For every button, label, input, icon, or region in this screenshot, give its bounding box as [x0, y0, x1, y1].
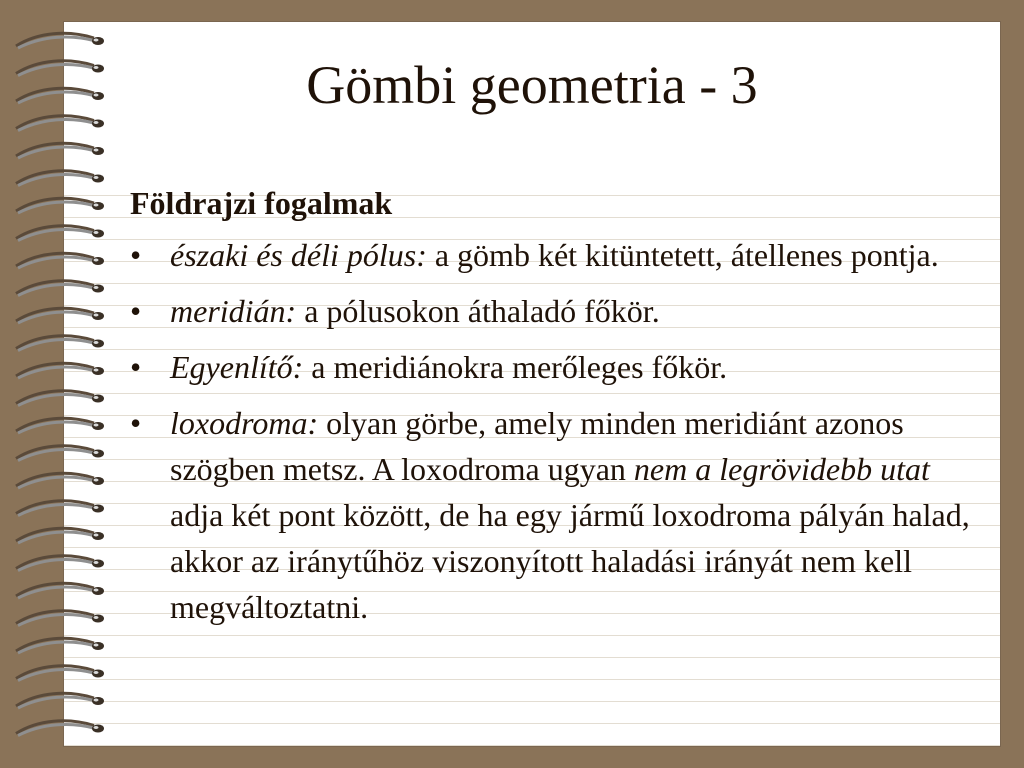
spiral-coil — [16, 583, 104, 598]
spiral-binding-icon — [8, 28, 108, 748]
item-text: a gömb két kitüntetett, átellenes pontja. — [426, 237, 939, 273]
spiral-coil — [16, 143, 104, 158]
item-text: adja két pont között, de ha egy jármű loxodroma pályán halad, akkor az iránytűhöz viszonyított haladási irányát nem kell megváltoztatni. — [170, 497, 970, 625]
spiral-coil — [16, 336, 104, 351]
spiral-coil — [16, 611, 104, 626]
spiral-coil — [16, 391, 104, 406]
spiral-coil — [16, 226, 104, 241]
spiral-coil — [16, 473, 104, 488]
spiral-coil — [16, 666, 104, 681]
spiral-coil — [16, 171, 104, 186]
item-term: Egyenlítő: — [170, 349, 304, 385]
item-term: meridián: — [170, 293, 297, 329]
spiral-coil — [16, 528, 104, 543]
slide-title: Gömbi geometria - 3 — [306, 55, 758, 115]
list-item — [130, 288, 970, 334]
spiral-coil — [16, 281, 104, 296]
spiral-coil — [16, 446, 104, 461]
spiral-coil — [16, 308, 104, 323]
item-text: olyan görbe, amely minden meridiánt azonos szögben metsz. A loxodroma ugyan — [170, 405, 904, 487]
bullet-list — [130, 232, 970, 630]
item-term: északi és déli pólus: — [170, 237, 427, 273]
spiral-coil — [16, 721, 104, 736]
slide-content — [130, 180, 970, 640]
spiral-coil — [16, 116, 104, 131]
spiral-coil — [16, 693, 104, 708]
bullet-icon: • — [130, 237, 142, 273]
item-term: loxodroma: — [170, 405, 319, 441]
spiral-coil — [16, 418, 104, 433]
bullet-icon: • — [130, 349, 142, 385]
spiral-coil — [16, 198, 104, 213]
item-emphasis: nem a legrövidebb utat — [633, 451, 930, 487]
list-item — [130, 344, 970, 390]
list-item — [130, 400, 970, 630]
spiral-coil — [16, 33, 104, 48]
list-item — [130, 232, 970, 278]
bullet-icon: • — [130, 405, 142, 441]
bullet-icon: • — [130, 293, 142, 329]
section-heading: Földrajzi fogalmak — [130, 185, 393, 221]
spiral-coil — [16, 638, 104, 653]
spiral-coil — [16, 501, 104, 516]
spiral-coil — [16, 253, 104, 268]
spiral-coil — [16, 556, 104, 571]
spiral-coil — [16, 363, 104, 378]
item-text: a meridiánokra merőleges főkör. — [303, 349, 728, 385]
item-text: a pólusokon áthaladó főkör. — [296, 293, 660, 329]
